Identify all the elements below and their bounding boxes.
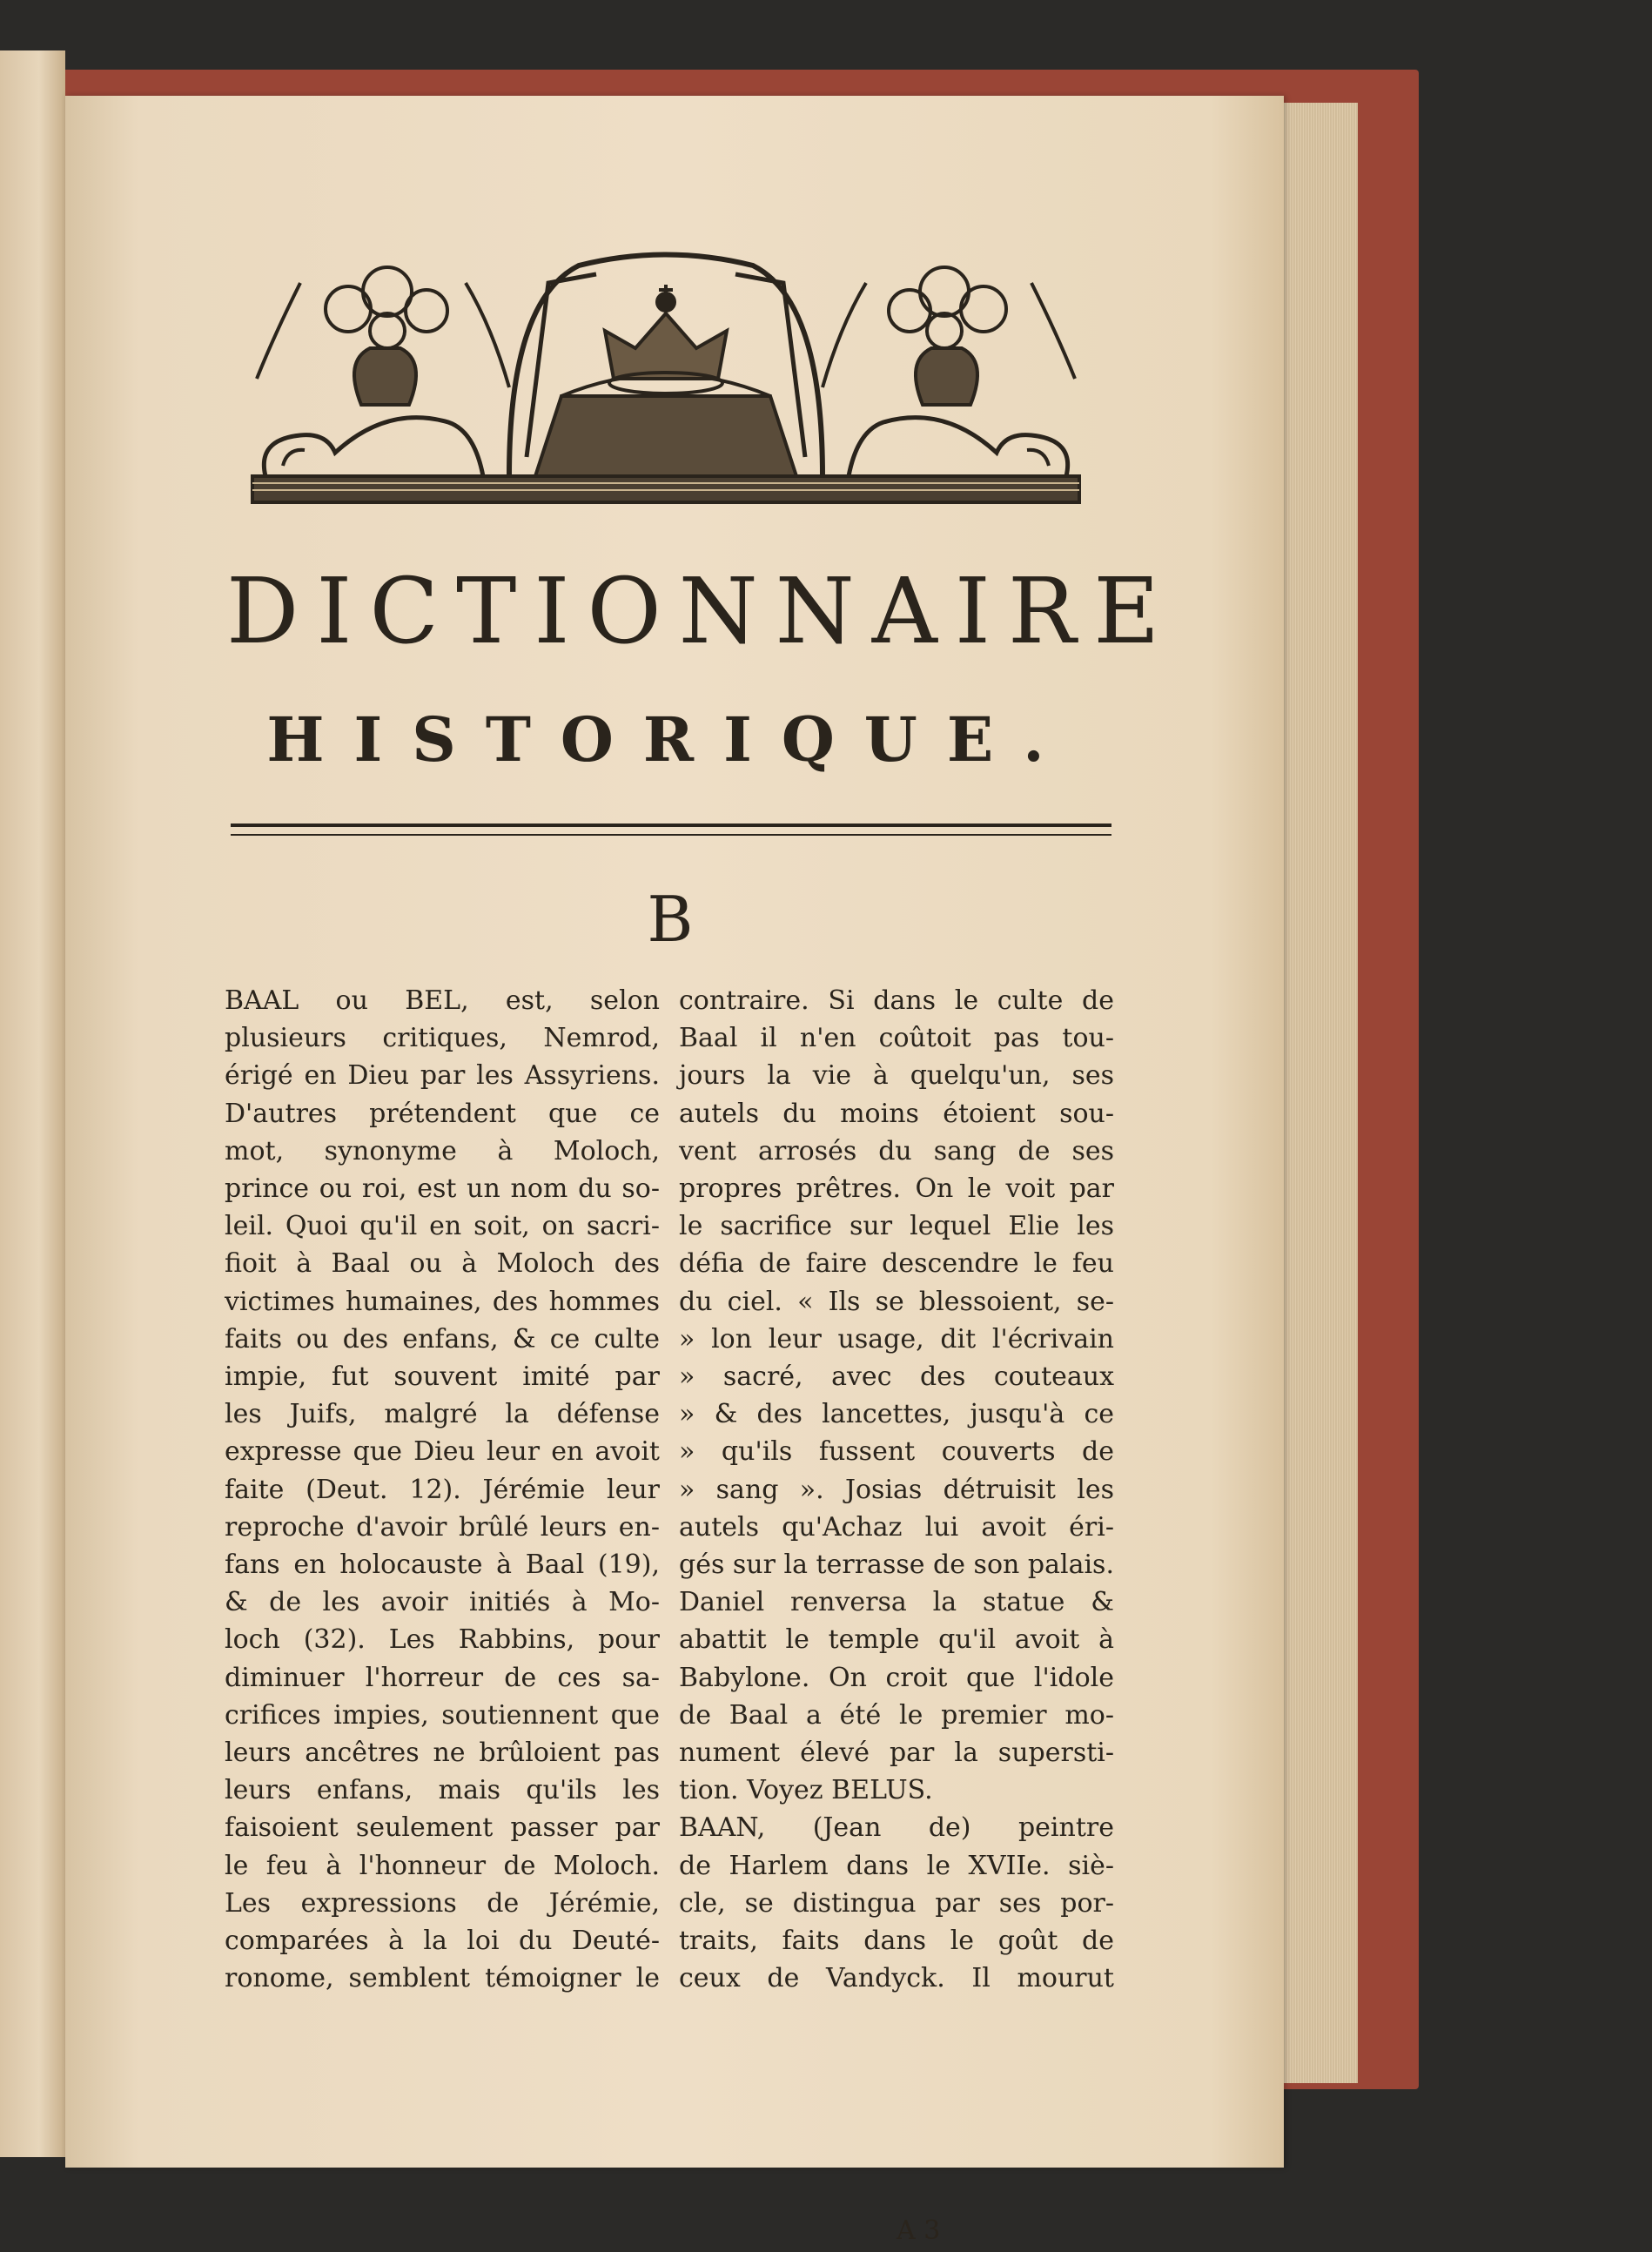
text-line: défia de faire descendre le feu	[679, 1248, 1114, 1280]
text-line: le feu à l'honneur de Moloch.	[225, 1850, 660, 1881]
text-line: ceux de Vandyck. Il mourut	[679, 1963, 1114, 1994]
text-line: impie, fut souvent imité par	[225, 1361, 660, 1393]
text-line: le sacrifice sur lequel Elie les	[679, 1211, 1114, 1242]
text-line: Les expressions de Jérémie,	[225, 1887, 660, 1919]
text-line: traits, faits dans le goût de	[679, 1926, 1114, 1957]
text-line: expresse que Dieu leur en avoit	[225, 1436, 660, 1468]
text-line: abattit le temple qu'il avoit à	[679, 1624, 1114, 1656]
text-line: autels du moins étoient sou-	[679, 1098, 1114, 1129]
text-line: érigé en Dieu par les Assyriens.	[225, 1060, 660, 1092]
text-line: » sang ». Josias détruisit les	[679, 1474, 1114, 1505]
text-line: fans en holocauste à Baal (19),	[225, 1550, 660, 1581]
page-title: DICTIONNAIRE	[226, 558, 1178, 664]
text-line: » qu'ils fussent couverts de	[679, 1436, 1114, 1468]
divider-rule	[231, 823, 1111, 827]
text-line: tion. Voyez BELUS.	[679, 1775, 933, 1806]
text-line: Baal il n'en coûtoit pas tou-	[679, 1023, 1114, 1054]
text-line: Daniel renversa la statue &	[679, 1587, 1114, 1618]
divider-rule-thin	[231, 834, 1111, 836]
headpiece-ornament-icon	[248, 248, 1084, 514]
text-line: de Harlem dans le XVIIe. siè-	[679, 1850, 1114, 1881]
text-line: Babylone. On croit que l'idole	[679, 1662, 1114, 1693]
text-line: diminuer l'horreur de ces sa-	[225, 1662, 660, 1693]
text-line: faits ou des enfans, & ce culte	[225, 1323, 660, 1355]
section-letter: B	[647, 883, 694, 956]
text-line: loch (32). Les Rabbins, pour	[225, 1624, 660, 1656]
text-line: les Juifs, malgré la défense	[225, 1399, 660, 1430]
text-line: fioit à Baal ou à Moloch des	[225, 1248, 660, 1280]
text-line: » sacré, avec des couteaux	[679, 1361, 1114, 1393]
text-line: & de les avoir initiés à Mo-	[225, 1587, 660, 1618]
text-line: D'autres prétendent que ce	[225, 1098, 660, 1129]
text-line: cle, se distingua par ses por-	[679, 1887, 1114, 1919]
text-line: ronome, semblent témoigner le	[225, 1963, 660, 1994]
text-line: contraire. Si dans le culte de	[679, 985, 1114, 1016]
text-line: gés sur la terrasse de son palais.	[679, 1550, 1114, 1581]
text-line: vent arrosés du sang de ses	[679, 1135, 1114, 1166]
text-line: reproche d'avoir brûlé leurs en-	[225, 1511, 660, 1543]
text-line: » lon leur usage, dit l'écrivain	[679, 1323, 1114, 1355]
text-line: leil. Quoi qu'il en soit, on sacri-	[225, 1211, 660, 1242]
text-line: BAAL ou BEL, est, selon	[225, 985, 660, 1016]
text-line: plusieurs critiques, Nemrod,	[225, 1023, 660, 1054]
text-line: prince ou roi, est un nom du so-	[225, 1173, 660, 1205]
text-line: du ciel. « Ils se blessoient, se-	[679, 1286, 1114, 1317]
page-subtitle: HISTORIQUE.	[266, 703, 1074, 776]
text-line: victimes humaines, des hommes	[225, 1286, 660, 1317]
text-line: faisoient seulement passer par	[225, 1812, 660, 1844]
text-line: » & des lancettes, jusqu'à ce	[679, 1399, 1114, 1430]
text-line: propres prêtres. On le voit par	[679, 1173, 1114, 1205]
text-line: comparées à la loi du Deuté-	[225, 1926, 660, 1957]
page-edges	[1284, 103, 1358, 2083]
left-page-edge	[0, 50, 65, 2157]
text-line: autels qu'Achaz lui avoit éri-	[679, 1511, 1114, 1543]
text-line: leurs enfans, mais qu'ils les	[225, 1775, 660, 1806]
text-line: faite (Deut. 12). Jérémie leur	[225, 1474, 660, 1505]
page-signature: A 3	[897, 2215, 941, 2246]
right-text-column	[679, 982, 1114, 1997]
text-line: mot, synonyme à Moloch,	[225, 1135, 660, 1166]
text-line: jours la vie à quelqu'un, ses	[679, 1060, 1114, 1092]
text-line: de Baal a été le premier mo-	[679, 1699, 1114, 1731]
text-line: nument élevé par la supersti-	[679, 1738, 1114, 1769]
text-line: crifices impies, soutiennent que	[225, 1699, 660, 1731]
text-line: leurs ancêtres ne brûloient pas	[225, 1738, 660, 1769]
text-line: BAAN, (Jean de) peintre	[679, 1812, 1114, 1844]
left-text-column	[225, 982, 660, 1997]
